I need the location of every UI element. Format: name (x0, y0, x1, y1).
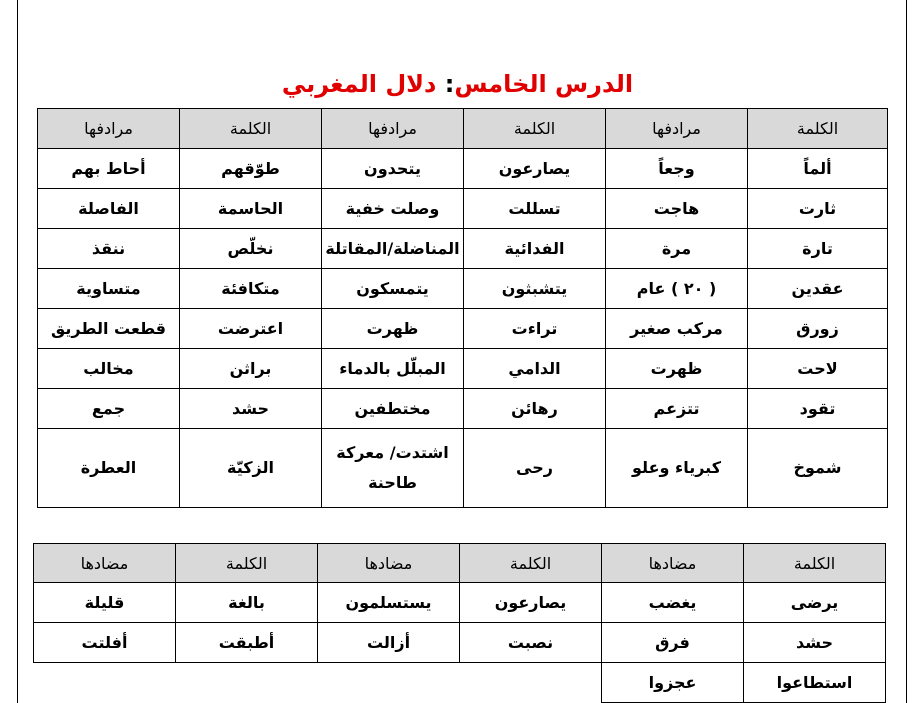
antonym-cell: يغضب (602, 583, 744, 623)
synonym-cell: قطعت الطريق (38, 309, 180, 349)
word-cell: شموخ (748, 429, 888, 508)
antonym-cell: عجزوا (602, 663, 744, 703)
table-row (38, 149, 888, 189)
antonym-cell: يستسلمون (318, 583, 460, 623)
word-cell: يصارعون (464, 149, 606, 189)
word-cell: ألماً (748, 149, 888, 189)
word-cell: اعترضت (180, 309, 322, 349)
synonym-cell: متساوية (38, 269, 180, 309)
word-cell: حشد (744, 623, 886, 663)
table-row (38, 229, 888, 269)
header-antonym: مضادها (34, 544, 176, 583)
word-cell: الزكيّة (180, 429, 322, 508)
synonym-cell: يتحدون (322, 149, 464, 189)
word-cell: متكافئة (180, 269, 322, 309)
synonym-cell: مخالب (38, 349, 180, 389)
table-row (38, 389, 888, 429)
page-border-right (906, 0, 907, 703)
empty-cell (34, 663, 176, 703)
word-cell: ثارت (748, 189, 888, 229)
header-word: الكلمة (460, 544, 602, 583)
word-cell: الدامي (464, 349, 606, 389)
word-cell: الفدائية (464, 229, 606, 269)
header-word: الكلمة (180, 109, 322, 149)
word-cell: يصارعون (460, 583, 602, 623)
word-cell: عقدين (748, 269, 888, 309)
synonym-cell: مركب صغير (606, 309, 748, 349)
header-antonym: مضادها (318, 544, 460, 583)
table-row (38, 189, 888, 229)
page-border-left (17, 0, 18, 703)
word-cell: يتشبثون (464, 269, 606, 309)
word-cell: تقود (748, 389, 888, 429)
word-cell: حشد (180, 389, 322, 429)
antonyms-table (33, 543, 886, 703)
synonym-cell: ظهرت (322, 309, 464, 349)
word-cell: رحى (464, 429, 606, 508)
empty-cell (176, 663, 318, 703)
antonym-cell: فرق (602, 623, 744, 663)
synonym-cell: ( ٢٠ ) عام (606, 269, 748, 309)
synonym-cell: العطرة (38, 429, 180, 508)
word-cell: زورق (748, 309, 888, 349)
synonym-cell: الفاصلة (38, 189, 180, 229)
word-cell: الحاسمة (180, 189, 322, 229)
word-cell: نصبت (460, 623, 602, 663)
synonym-cell: يتمسكون (322, 269, 464, 309)
table-row (38, 429, 888, 508)
antonym-cell: قليلة (34, 583, 176, 623)
synonyms-table (37, 108, 888, 508)
word-cell: براثن (180, 349, 322, 389)
synonym-cell: مختطفين (322, 389, 464, 429)
table-row (34, 623, 886, 663)
synonym-cell: اشتدت/ معركة طاحنة (322, 429, 464, 508)
table-header-row (38, 109, 888, 149)
word-cell: طوّقهم (180, 149, 322, 189)
header-word: الكلمة (176, 544, 318, 583)
header-synonym: مرادفها (322, 109, 464, 149)
antonym-cell: أفلتت (34, 623, 176, 663)
lesson-number: الدرس الخامس (454, 70, 634, 98)
synonym-cell: كبرياء وعلو (606, 429, 748, 508)
table-row (38, 309, 888, 349)
synonym-cell: ننقذ (38, 229, 180, 269)
synonym-cell: هاجت (606, 189, 748, 229)
empty-cell (460, 663, 602, 703)
word-cell: يرضى (744, 583, 886, 623)
word-cell: استطاعوا (744, 663, 886, 703)
table-row (38, 269, 888, 309)
word-cell: تراءت (464, 309, 606, 349)
word-cell: نخلّص (180, 229, 322, 269)
lesson-story-name: دلال المغربي (281, 70, 437, 98)
synonym-cell: تتزعم (606, 389, 748, 429)
synonym-cell: وصلت خفية (322, 189, 464, 229)
header-synonym: مرادفها (38, 109, 180, 149)
header-word: الكلمة (464, 109, 606, 149)
word-cell: تارة (748, 229, 888, 269)
synonym-cell: وجعاً (606, 149, 748, 189)
word-cell: أطبقت (176, 623, 318, 663)
synonym-cell: أحاط بهم (38, 149, 180, 189)
word-cell: رهائن (464, 389, 606, 429)
title-separator: : (444, 70, 455, 98)
synonym-cell: المناضلة/المقاتلة (322, 229, 464, 269)
table-row (34, 583, 886, 623)
header-synonym: مرادفها (606, 109, 748, 149)
synonym-cell: المبلّل بالدماء (322, 349, 464, 389)
synonym-cell: ظهرت (606, 349, 748, 389)
word-cell: بالغة (176, 583, 318, 623)
header-word: الكلمة (744, 544, 886, 583)
table-header-row (34, 544, 886, 583)
table-row (38, 349, 888, 389)
lesson-title (0, 70, 915, 98)
empty-cell (318, 663, 460, 703)
header-word: الكلمة (748, 109, 888, 149)
table-row (34, 663, 886, 703)
synonym-cell: جمع (38, 389, 180, 429)
antonym-cell: أزالت (318, 623, 460, 663)
word-cell: تسللت (464, 189, 606, 229)
synonym-cell: مرة (606, 229, 748, 269)
header-antonym: مضادها (602, 544, 744, 583)
word-cell: لاحت (748, 349, 888, 389)
